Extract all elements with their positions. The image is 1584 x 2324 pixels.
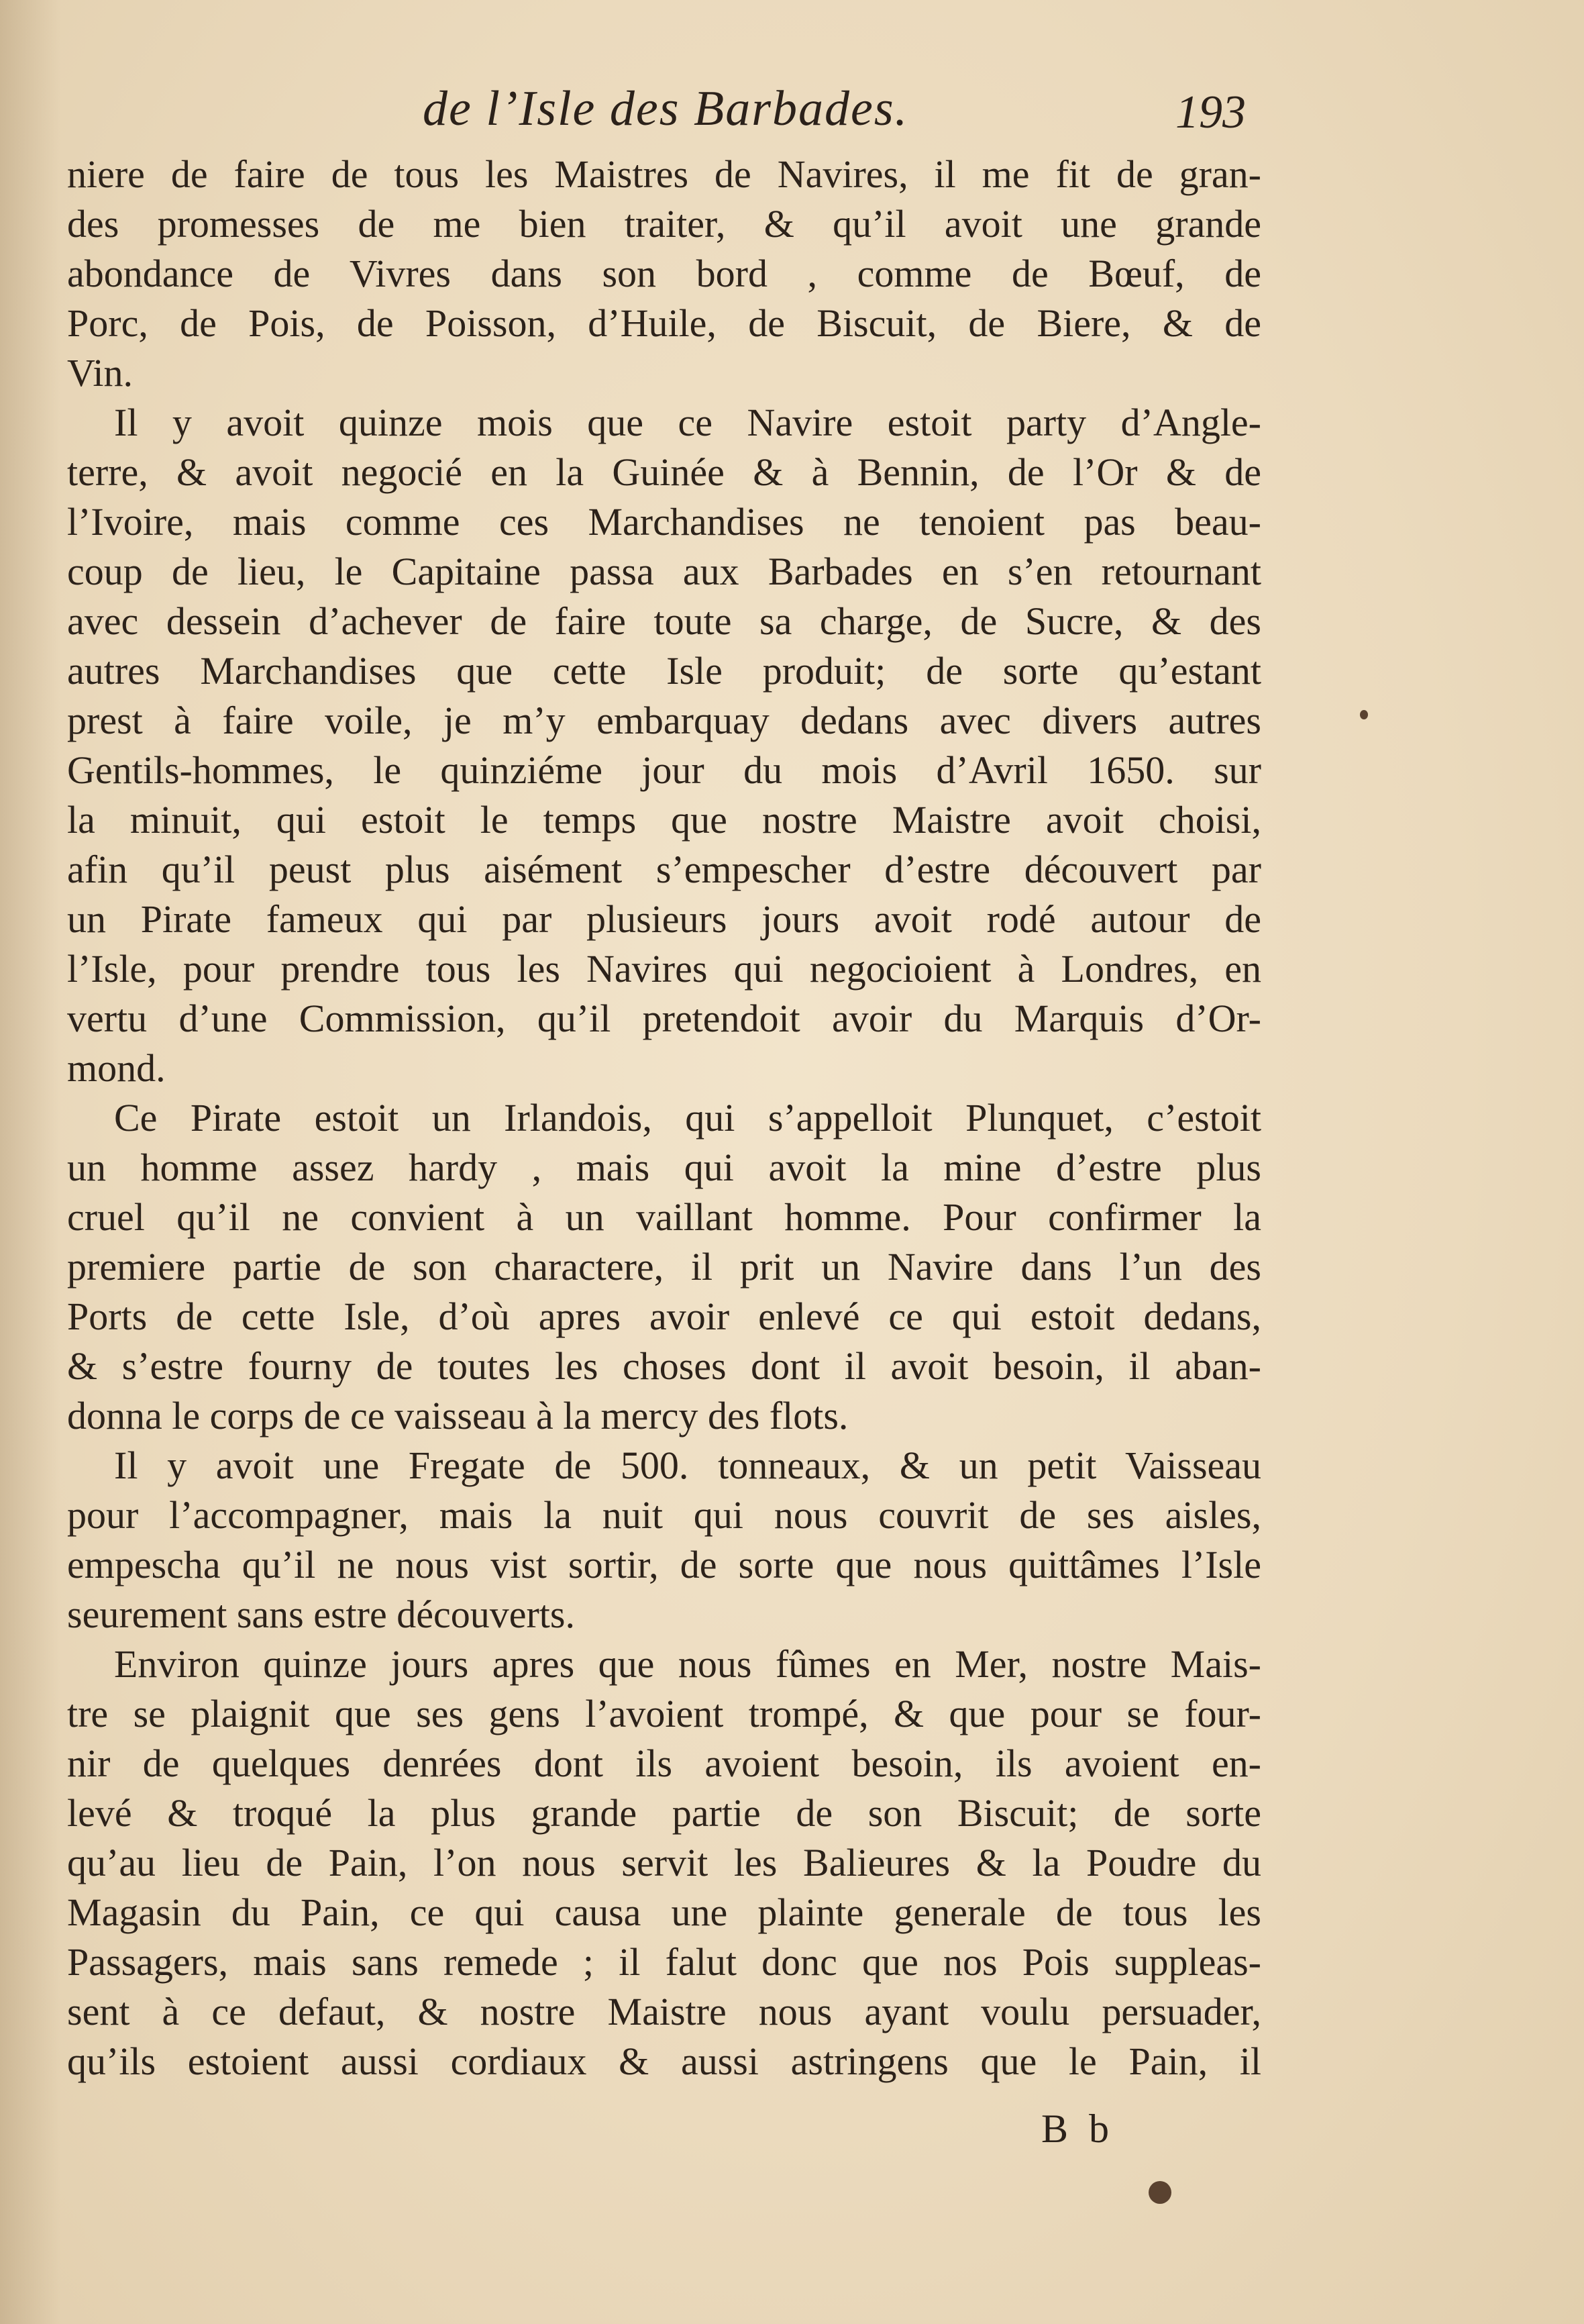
running-head: de l’Isle des Barbades. xyxy=(423,81,909,136)
text-line: prest à faire voile, je m’y embarquay dedans avec divers autres xyxy=(67,699,1261,742)
text-line: afin qu’il peust plus aisément s’empescher d’estre découvert par xyxy=(67,848,1261,891)
text-line: sent à ce defaut, & nostre Maistre nous ayant voulu persuader, xyxy=(67,1990,1261,2033)
text-line: mond. xyxy=(67,1046,166,1090)
text-line: Porc, de Pois, de Poisson, d’Huile, de Biscuit, de Biere, & de xyxy=(67,301,1261,345)
text-line: cruel qu’il ne convient à un vaillant homme. Pour confirmer la xyxy=(67,1195,1261,1239)
text-line: l’Ivoire, mais comme ces Marchandises ne tenoient pas beau- xyxy=(67,500,1261,544)
signature-mark: B b xyxy=(1041,2107,1115,2151)
text-line: & s’estre fourny de toutes les choses dont il avoit besoin, il aban- xyxy=(67,1344,1261,1388)
text-line: un homme assez hardy , mais qui avoit la mine d’estre plus xyxy=(67,1146,1261,1189)
text-line: niere de faire de tous les Maistres de Navires, il me fit de gran- xyxy=(67,152,1261,196)
ink-spot xyxy=(1149,2181,1171,2204)
text-line: la minuit, qui estoit le temps que nostre Maistre avoit choisi, xyxy=(67,798,1261,842)
text-line: Passagers, mais sans remede ; il falut donc que nos Pois suppleas- xyxy=(67,1940,1261,1984)
text-line: vertu d’une Commission, qu’il pretendoit avoir du Marquis d’Or- xyxy=(67,997,1261,1040)
text-line: qu’ils estoient aussi cordiaux & aussi astringens que le Pain, il xyxy=(67,2039,1261,2083)
text-line: Environ quinze jours apres que nous fûmes en Mer, nostre Mais- xyxy=(114,1642,1261,1686)
text-line: Gentils-hommes, le quinziéme jour du mois d’Avril 1650. sur xyxy=(67,748,1261,792)
body-text xyxy=(67,150,1261,2086)
page-number: 193 xyxy=(1175,87,1246,138)
text-line: autres Marchandises que cette Isle produit; de sorte qu’estant xyxy=(67,649,1261,693)
text-line: Vin. xyxy=(67,351,134,395)
text-line: tre se plaignit que ses gens l’avoient trompé, & que pour se four- xyxy=(67,1692,1261,1735)
text-line: Il y avoit une Fregate de 500. tonneaux, & un petit Vaisseau xyxy=(114,1444,1261,1487)
text-line: empescha qu’il ne nous vist sortir, de sorte que nous quittâmes l’Isle xyxy=(67,1543,1261,1586)
text-line: un Pirate fameux qui par plusieurs jours avoit rodé autour de xyxy=(67,897,1261,941)
text-line: terre, & avoit negocié en la Guinée & à Bennin, de l’Or & de xyxy=(67,450,1261,494)
text-line: seurement sans estre découverts. xyxy=(67,1593,575,1636)
text-line: avec dessein d’achever de faire toute sa charge, de Sucre, & des xyxy=(67,599,1261,643)
text-line: Ports de cette Isle, d’où apres avoir enlevé ce qui estoit dedans, xyxy=(67,1295,1261,1338)
ink-spot xyxy=(1360,710,1368,719)
text-line: abondance de Vivres dans son bord , comme de Bœuf, de xyxy=(67,252,1261,295)
text-line: coup de lieu, le Capitaine passa aux Barbades en s’en retournant xyxy=(67,550,1261,593)
text-line: premiere partie de son charactere, il prit un Navire dans l’un des xyxy=(67,1245,1261,1289)
text-line: Ce Pirate estoit un Irlandois, qui s’appelloit Plunquet, c’estoit xyxy=(114,1096,1261,1140)
text-line: Il y avoit quinze mois que ce Navire estoit party d’Angle- xyxy=(114,401,1261,444)
text-line: levé & troqué la plus grande partie de son Biscuit; de sorte xyxy=(67,1791,1261,1835)
text-line: qu’au lieu de Pain, l’on nous servit les Balieures & la Poudre du xyxy=(67,1841,1261,1884)
text-line: l’Isle, pour prendre tous les Navires qui negocioient à Londres, en xyxy=(67,947,1261,991)
text-line: Magasin du Pain, ce qui causa une plainte generale de tous les xyxy=(67,1890,1261,1934)
text-line: des promesses de me bien traiter, & qu’il avoit une grande xyxy=(67,202,1261,246)
text-line: pour l’accompagner, mais la nuit qui nous couvrit de ses aisles, xyxy=(67,1493,1261,1537)
text-line: donna le corps de ce vaisseau à la mercy des flots. xyxy=(67,1394,849,1437)
text-line: nir de quelques denrées dont ils avoient besoin, ils avoient en- xyxy=(67,1741,1261,1785)
